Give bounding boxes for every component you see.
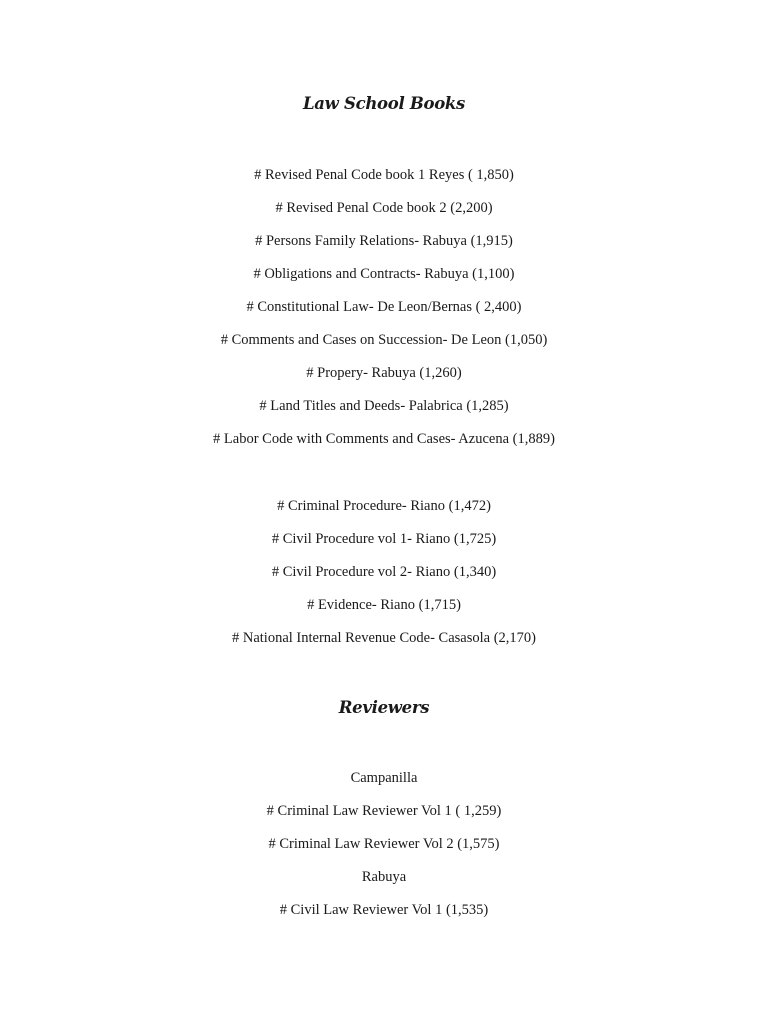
reviewer-author: Campanilla (350, 770, 418, 786)
reviewer-author: Rabuya (361, 869, 407, 885)
book-item: # Evidence- Riano (1,715) (307, 597, 461, 613)
reviewer-item: # Criminal Law Reviewer Vol 1 ( 1,259) (266, 803, 502, 819)
book-item: # Propery- Rabuya (1,260) (306, 365, 462, 381)
book-item: # Revised Penal Code book 2 (2,200) (275, 200, 493, 216)
heading-reviewers: Reviewers (338, 698, 430, 717)
book-item: # Revised Penal Code book 1 Reyes ( 1,850) (254, 167, 514, 183)
book-item: # Criminal Procedure- Riano (1,472) (277, 498, 491, 514)
book-item: # Constitutional Law- De Leon/Bernas ( 2,400) (246, 299, 522, 315)
book-item: # Labor Code with Comments and Cases- Azucena (1,889) (213, 431, 555, 447)
book-item: # Persons Family Relations- Rabuya (1,915) (255, 233, 513, 249)
book-item: # Civil Procedure vol 2- Riano (1,340) (271, 564, 497, 580)
book-item: # Civil Procedure vol 1- Riano (1,725) (271, 531, 497, 547)
heading-law-school-books: Law School Books (302, 94, 466, 113)
book-item: # Obligations and Contracts- Rabuya (1,100) (253, 266, 515, 282)
book-item: # Land Titles and Deeds- Palabrica (1,285) (259, 398, 509, 414)
reviewer-item: # Civil Law Reviewer Vol 1 (1,535) (279, 902, 489, 918)
reviewer-item: # Criminal Law Reviewer Vol 2 (1,575) (268, 836, 500, 852)
book-item: # Comments and Cases on Succession- De Leon (1,050) (220, 332, 548, 348)
book-item: # National Internal Revenue Code- Casasola (2,170) (231, 630, 536, 646)
